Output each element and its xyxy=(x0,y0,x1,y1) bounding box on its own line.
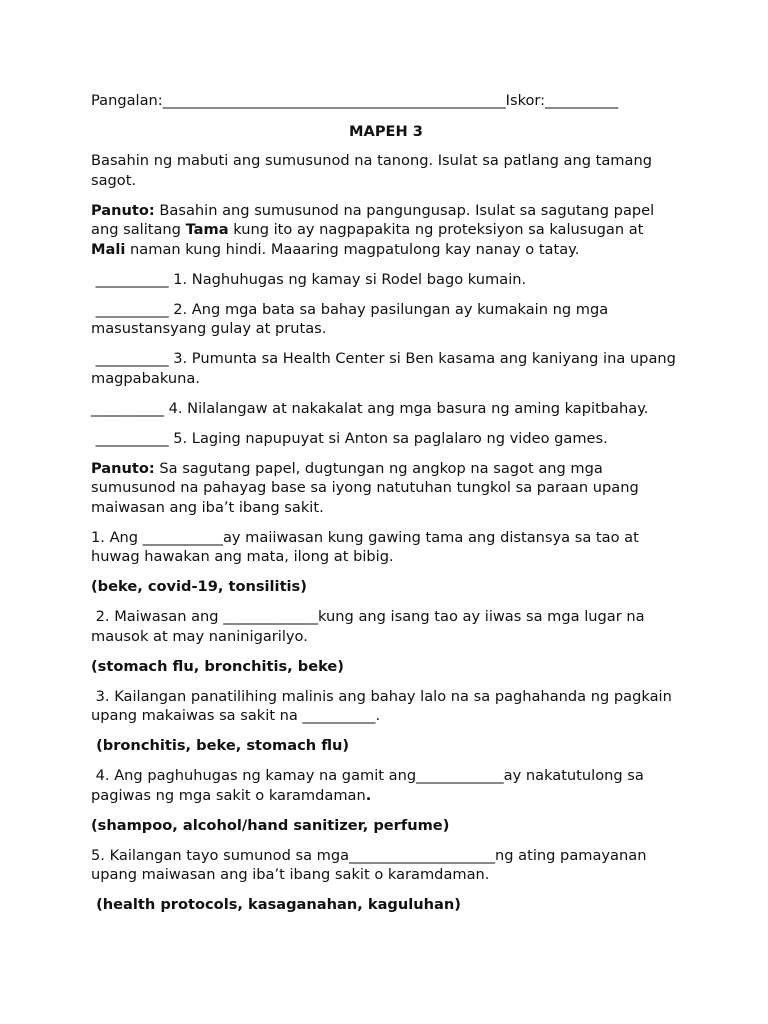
part1-directions-text-c: naman kung hindi. Maaaring magpatulong kay nanay o tatay. xyxy=(125,240,580,258)
part1-item-3: __________ 3. Pumunta sa Health Center si Ben kasama ang kaniyang ina upang magpabakuna. xyxy=(91,350,681,387)
part1-directions xyxy=(91,201,681,260)
name-score-line: Pangalan:_______________________________________________Iskor:__________ xyxy=(91,92,619,109)
part2-choices-2 xyxy=(91,657,681,677)
part2-choices-5 xyxy=(91,895,681,915)
part1-item-5: __________ 5. Laging napupuyat si Anton sa paglalaro ng video games. xyxy=(91,429,608,447)
title-text: MAPEH 3 xyxy=(349,122,423,140)
choices-text: (bronchitis, beke, stomach flu) xyxy=(91,737,350,754)
question-text: 5. Kailangan tayo sumunod sa mga____________________ng ating pamayanan upang maiwasan ang iba’t ibang sakit o karamdaman. xyxy=(91,846,652,883)
choices-text: (beke, covid-19, tonsilitis) xyxy=(91,578,307,595)
part2-question-2 xyxy=(91,607,681,646)
part2-question-1 xyxy=(91,528,681,567)
part1-item-1: __________ 1. Naghuhugas ng kamay si Rodel bago kumain. xyxy=(91,270,527,288)
worksheet-title xyxy=(91,122,681,142)
question-text: 1. Ang ___________ay maiiwasan kung gawing tama ang distansya sa tao at huwag hawakan ang mata, ilong at bibig. xyxy=(91,528,644,565)
part2-choices-1 xyxy=(91,577,681,597)
question-text: 2. Maiwasan ang _____________kung ang isang tao ay iiwas sa mga lugar na mausok at may naninigarilyo. xyxy=(91,608,650,645)
part2-directions-text: Sa sagutang papel, dugtungan ng angkop na sagot ang mga sumusunod na pahayag base sa iyong natutuhan tungkol sa paraan upang maiwasan ang iba’t ibang sakit. xyxy=(91,459,639,516)
part2-question-5 xyxy=(91,846,681,885)
question-tail: . xyxy=(365,786,372,804)
part2-choices-3 xyxy=(91,736,681,756)
question-text: 4. Ang paghuhugas ng kamay na gamit ang____________ay nakatutulong sa pagiwas ng mga sakit o karamdaman xyxy=(91,767,649,804)
part2-directions xyxy=(91,459,681,518)
choices-text: (health protocols, kasaganahan, kaguluhan) xyxy=(91,896,461,913)
part2-question-3 xyxy=(91,687,681,726)
part2-directions-label: Panuto: xyxy=(91,459,155,477)
part1-item-2: __________ 2. Ang mga bata sa bahay pasilungan ay kumakain ng mga masustansyang gulay at prutas. xyxy=(91,300,613,337)
choices-text: (stomach flu, bronchitis, beke) xyxy=(91,657,344,675)
part1-directions-label: Panuto: xyxy=(91,201,155,219)
question-text: 3. Kailangan panatilihing malinis ang bahay lalo na sa paghahanda ng pagkain upang makaiwas sa sakit na __________. xyxy=(91,687,677,724)
part2-question-4 xyxy=(91,766,681,805)
word-tama: Tama xyxy=(185,221,229,238)
part1-item-4: __________ 4. Nilalangaw at nakakalat ang mga basura ng aming kapitbahay. xyxy=(91,399,649,417)
document-body xyxy=(91,91,681,925)
general-instruction: Basahin ng mabuti ang sumusunod na tanong. Isulat sa patlang ang tamang sagot. xyxy=(91,152,652,189)
part1-directions-text-b: kung ito ay nagpapakita ng proteksiyon sa kalusugan at xyxy=(228,221,644,238)
word-mali: Mali xyxy=(91,240,126,258)
part2-choices-4 xyxy=(91,816,681,836)
part1-directions-text-a: Basahin ang sumusunod na pangungusap. Isulat sa sagutang papel ang salitang xyxy=(91,201,655,238)
choices-text: (shampoo, alcohol/hand sanitizer, perfume) xyxy=(91,816,450,834)
